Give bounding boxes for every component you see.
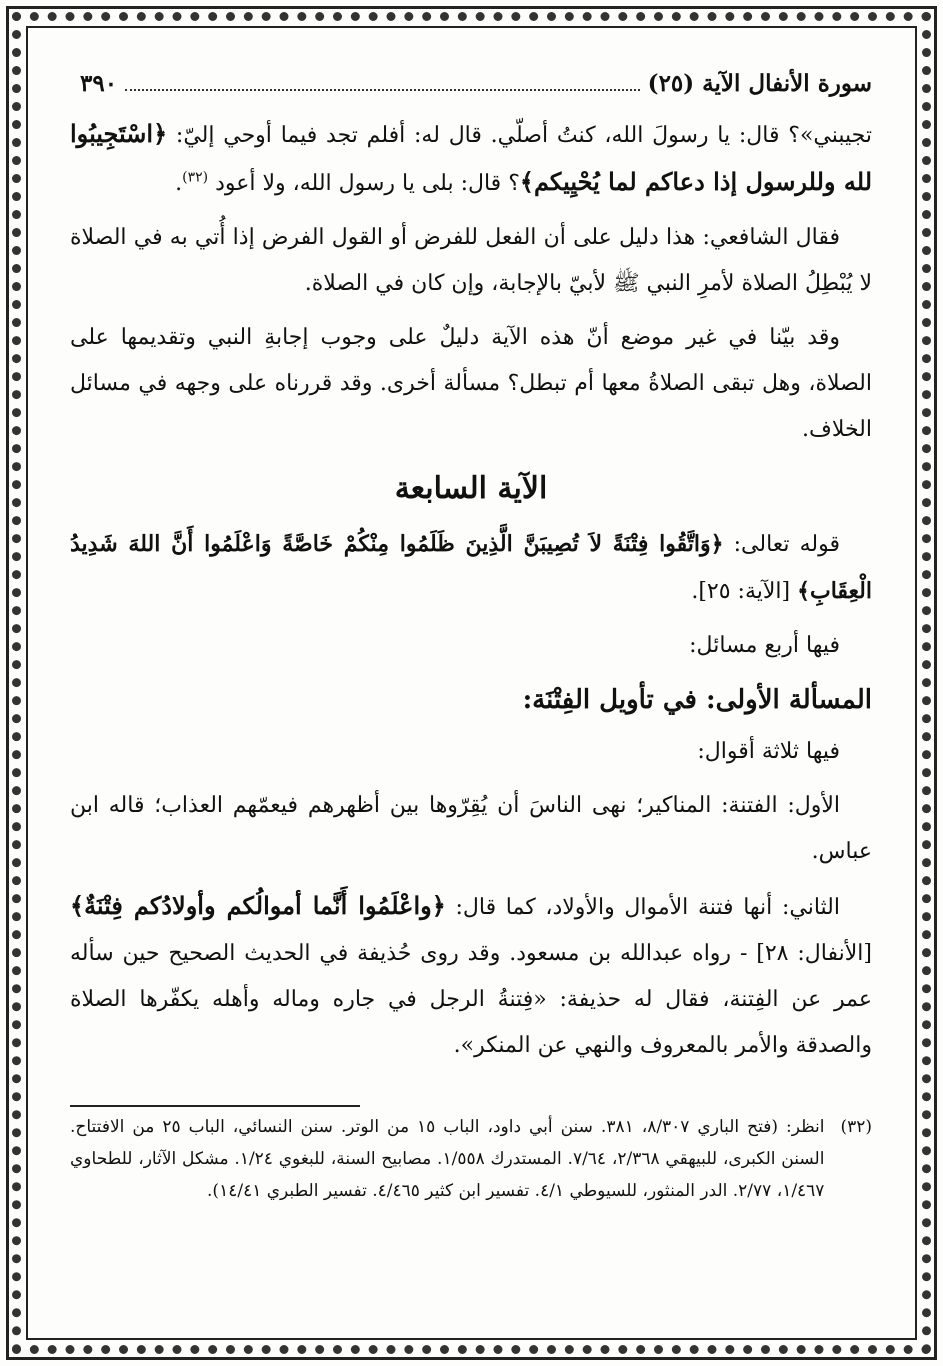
quran-verse-fitnah: ﴿وَاتَّقُوا فِتْنَةً لاَ تُصِيبَنَّ الَّذِينَ ظَلَمُوا مِنْكُمْ خَاصَّةً وَاعْلَمُوا أَنَّ اللهَ شَدِيدُ الْعِقَابِ﴾ xyxy=(70,531,872,604)
paragraph-8 xyxy=(70,883,872,1069)
paragraph-1 xyxy=(70,111,872,207)
paragraph-4 xyxy=(70,521,872,615)
footnote-divider xyxy=(70,1105,360,1107)
paragraph-8-intro: الثاني: أنها فتنة الأموال والأولاد، كما قال: xyxy=(455,895,840,920)
paragraph-1-continuation: ؟ قال: بلى يا رسول الله، ولا أعود xyxy=(215,171,520,196)
header-dot-leader xyxy=(125,75,640,91)
surah-title: سورة الأنفال الآية (٢٥) xyxy=(647,70,872,97)
page-content xyxy=(70,70,872,1207)
paragraph-3: وقد بيّنا في غير موضع أنّ هذه الآية دليلٌ على وجوب إجابةِ النبي وتقديمها على الصلاة، وهل تبقى الصلاةُ معها أم تبطل؟ مسألة أخرى. وقد قررناه على وجهه في مسائل الخلاف. xyxy=(70,325,872,442)
page-number: ٣٩٠ xyxy=(80,70,118,97)
paragraph-1-text: تجيبني»؟ قال: يا رسولَ الله، كنتُ أصلّي. قال له: أفلم تجد فيما أوحي إليّ: xyxy=(175,123,872,148)
paragraph-1-end: . xyxy=(175,171,183,196)
verse-reference: [الآية: ٢٥]. xyxy=(691,579,791,604)
running-header xyxy=(70,70,872,103)
quran-verse-istajibu: ﴿اسْتَجِيبُوا لله وللرسول إذا دعاكم لما يُحْيِيكم﴾ xyxy=(70,119,872,196)
paragraph-2: فقال الشافعي: هذا دليل على أن الفعل للفرض أو القول الفرض إذا أُتي به في الصلاة لا يُبْطِلُ الصلاة لأمرِ النبي ﷺ لأبيّ بالإجابة، وإن كان في الصلاة. xyxy=(70,225,872,296)
footnote-number: (٣٢) xyxy=(840,1117,872,1137)
paragraph-4-intro: قوله تعالى: xyxy=(733,532,841,557)
footnote-ref-32[interactable]: (٣٢) xyxy=(182,169,209,186)
paragraph-7: الأول: الفتنة: المناكير؛ نهى الناسَ أن يُقِرّوها بين أظهرهم فيعمّهم العذاب؛ قاله ابن عباس. xyxy=(70,793,872,864)
issue-1-title: المسألة الأولى: في تأويل الفِتْنَة: xyxy=(522,685,872,715)
paragraph-8-rest: [الأنفال: ٢٨] - رواه عبدالله بن مسعود. وقد روى حُذيفة في الحديث الصحيح حين سأله عمر عن الفِتنة، فقال له حذيفة: «فِتنةُ الرجل في جاره وماله وأهله يكفّرها الصلاة والصدقة والأمر بالمعروف والنهي عن المنكر». xyxy=(70,941,872,1058)
section-title: الآية السابعة xyxy=(394,471,548,506)
footnote-32 xyxy=(70,1111,872,1207)
paragraph-6: فيها ثلاثة أقوال: xyxy=(697,739,840,764)
quran-verse-amwal: ﴿واعْلَمُوا أَنَّما أموالُكم وأولادُكم فِتْنَةٌ﴾ xyxy=(70,891,446,920)
paragraph-5: فيها أربع مسائل: xyxy=(689,633,840,658)
footnote-text: انظر: (فتح الباري ٨/٣٠٧، ٣٨١. سنن أبي داود، الباب ١٥ من الوتر. سنن النسائي، الباب ٢٥ من الافتتاح. السنن الكبرى، للبيهقي ٢/٣٦٨، ٧/٦٤. المستدرك ١/٥٥٨. مصابيح السنة، للبغوي ١/٢٤. مشكل الآثار، للطحاوي ١/٤٦٧، ٢/٧٧. الدر المنثور، للسيوطي ٤/١. تفسير ابن كثير ٤/٤٦٥. تفسير الطبري ١٤/٤١). xyxy=(70,1117,825,1201)
